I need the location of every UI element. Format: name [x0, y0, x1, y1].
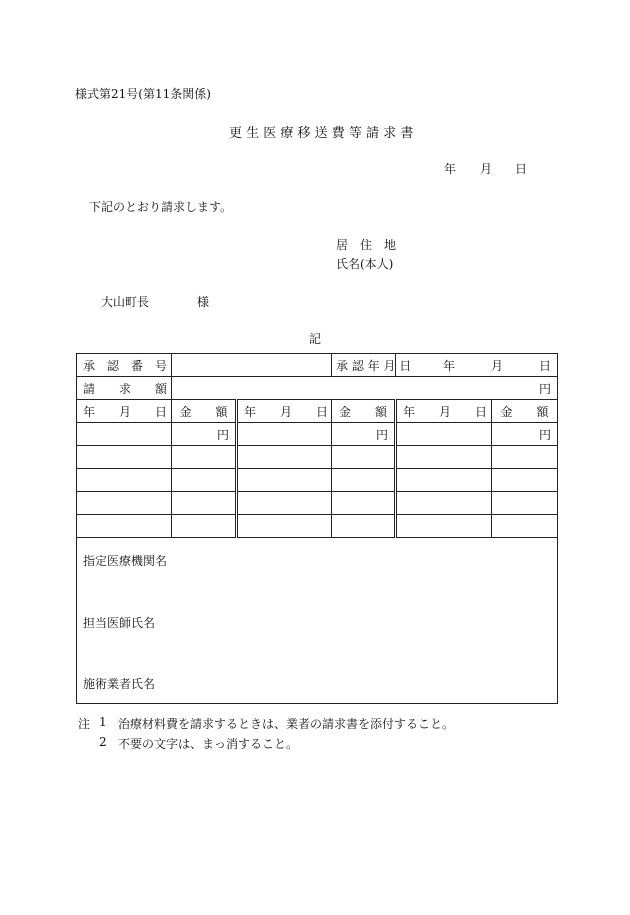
- date-day: 日: [515, 162, 528, 176]
- claim-amount-yen: 円: [172, 377, 558, 400]
- detail-cell: [77, 515, 172, 538]
- intro-text: 下記のとおり請求します。: [89, 200, 233, 214]
- yen-cell-3: 円: [492, 423, 558, 446]
- detail-cell: [396, 515, 492, 538]
- detail-cell: [332, 446, 396, 469]
- detail-row: [77, 469, 558, 492]
- approval-row: [77, 354, 558, 377]
- claim-table: [76, 353, 558, 704]
- detail-header-row: [77, 400, 558, 423]
- detail-cell: [332, 469, 396, 492]
- yen-cell-2: 円: [332, 423, 396, 446]
- addressee: 大山町長: [101, 295, 150, 309]
- detail-cell: [332, 515, 396, 538]
- detail-cell: [396, 469, 492, 492]
- claim-amount-label: 請 求 額: [77, 377, 172, 400]
- detail-cell: [396, 492, 492, 515]
- detail-cell: [237, 515, 332, 538]
- detail-cell: [237, 469, 332, 492]
- note-2-number: 2: [99, 735, 107, 749]
- note-2-text: 不要の文字は、まっ消すること。: [118, 737, 299, 751]
- amount-header-2: 金 額: [332, 400, 396, 423]
- approval-date-label: 承 認 年 月 日: [332, 354, 396, 377]
- claim-amount-row: [77, 377, 558, 400]
- detail-cell: [492, 469, 558, 492]
- ki-marker: 記: [309, 332, 322, 346]
- ymd-header-3: 年 月 日: [396, 400, 492, 423]
- amount-header-1: 金 額: [172, 400, 237, 423]
- approval-date-field: 年 月 日: [396, 354, 558, 377]
- form-number: 様式第21号(第11条関係): [75, 87, 211, 101]
- approval-number-field: [172, 354, 332, 377]
- detail-cell: [172, 515, 237, 538]
- detail-cell: [237, 446, 332, 469]
- detail-row: [77, 446, 558, 469]
- form-title: 更 生 医 療 移 送 費 等 請 求 書: [229, 126, 414, 141]
- facility-label: 指定医療機関名: [83, 554, 168, 568]
- detail-cell: [492, 492, 558, 515]
- detail-cell: [396, 423, 492, 446]
- detail-row: [77, 423, 558, 446]
- doctor-label: 担当医師氏名: [83, 616, 156, 630]
- detail-cell: [77, 423, 172, 446]
- detail-row: [77, 492, 558, 515]
- detail-cell: [396, 446, 492, 469]
- detail-cell: [237, 423, 332, 446]
- detail-cell: [492, 446, 558, 469]
- detail-cell: [172, 492, 237, 515]
- detail-cell: [77, 469, 172, 492]
- detail-cell: [332, 492, 396, 515]
- note-1-text: 治療材料費を請求するときは、業者の請求書を添付すること。: [118, 717, 455, 731]
- honorific: 様: [197, 295, 210, 309]
- detail-cell: [172, 446, 237, 469]
- ymd-header-2: 年 月 日: [237, 400, 332, 423]
- provider-row: [77, 538, 558, 704]
- detail-row: [77, 515, 558, 538]
- detail-cell: [77, 446, 172, 469]
- ymd-header-1: 年 月 日: [77, 400, 172, 423]
- date-year: 年: [444, 162, 457, 176]
- approval-number-label: 承 認 番 号: [77, 354, 172, 377]
- address-label: 居 住 地: [336, 238, 397, 252]
- note-1-number: 1: [99, 715, 107, 729]
- amount-header-3: 金 額: [492, 400, 558, 423]
- detail-cell: [172, 469, 237, 492]
- name-label: 氏名(本人): [336, 257, 394, 271]
- notes-label: 注: [78, 717, 91, 731]
- detail-cell: [237, 492, 332, 515]
- practitioner-label: 施術業者氏名: [83, 677, 156, 691]
- detail-cell: [77, 492, 172, 515]
- yen-cell-1: 円: [172, 423, 237, 446]
- detail-cell: [492, 515, 558, 538]
- date-month: 月: [480, 162, 493, 176]
- provider-box: [77, 538, 558, 704]
